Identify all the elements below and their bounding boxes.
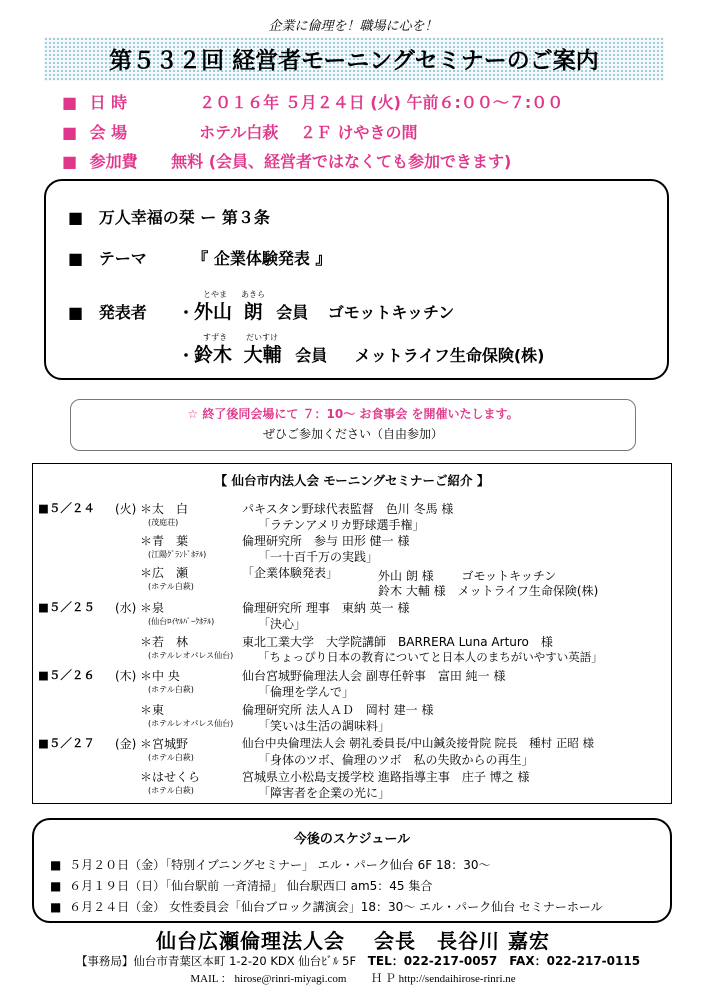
rule-text: 万人幸福の栞 ー 第３条 [98,208,270,227]
page-title: 第５３２回 経営者モーニングセミナーのご案内 [109,48,599,74]
theme-bullet: ■ [68,249,84,268]
chapter-name: ＊東 [140,703,165,717]
tagline: 企業に倫理を！職場に心を！ [268,19,438,34]
seminar-speaker: 倫理研究所 参与 田形 健一 様 [242,534,410,548]
speaker-2-surname: 鈴木 [194,344,233,366]
chapter-venue: (江陽ｸﾞﾗﾝﾄﾞﾎﾃﾙ) [148,550,207,559]
seminar-topic: 「身体のツボ、倫理のツボ 私の失敗からの再生」 [258,753,534,767]
organization-name: 仙台広瀬倫理法人会 会長 長谷川 嘉宏 [156,929,550,953]
speaker-dot: ・ [178,346,195,365]
schedule-text: ６月２４日（金） 女性委員会「仙台ブロック講演会」18：30～ エル・パーク仙台 セミナーホール [69,900,603,914]
chapter-venue: (ホテルレオパレス仙台) [148,719,234,728]
city-seminars-heading: 【 仙台市内法人会 モーニングセミナーご紹介 】 [214,473,490,488]
info-venue-row [62,120,418,143]
seminar-topic: 「決心」 [258,617,307,631]
chapter-venue: (ホテル白萩) [148,753,194,762]
seminar-speaker: 倫理研究所 法人ＡＤ 岡村 建一 様 [242,703,434,717]
day-dow: (火) [115,502,137,516]
seminar-topic: 「ラテンアメリカ野球選手権」 [258,518,425,532]
speaker-1-surname: 外山 [194,301,233,323]
info-label: 会 場 [89,123,128,142]
chapter-venue: (ホテル白萩) [148,685,194,694]
day-date: ■５／２４ [38,501,95,515]
seminar-speaker: 仙台中央倫理法人会 朝礼委員長/中山鍼灸接骨院 院長 種村 正昭 様 [242,736,594,750]
chapter-name: ＊青 葉 [140,534,189,548]
rule-bullet: ■ [68,208,84,227]
speaker-2-given-ruby: だいすけ [246,333,278,342]
theme-text: 『 企業体験発表 』 [192,249,332,268]
rule-row [68,205,270,228]
schedule-bullet: ■ [50,900,62,914]
seminar-speaker: 倫理研究所 理事 東納 英一 様 [242,601,410,615]
chapter-name: ＊中 央 [140,669,180,683]
schedule-item [50,898,603,915]
schedule-text: ６月１９日（日）「仙台駅前 一斉清掃」 仙台駅西口 am5：45 集合 [69,879,433,893]
seminar-speaker: 「企業体験発表」 [242,566,339,580]
chapter-name: ＊広 瀬 [140,566,189,580]
info-bullet: ■ [62,93,78,112]
speaker-1-company: ゴモットキッチン [327,303,455,322]
info-value: ホテル白萩 ２Ｆ けやきの間 [199,123,418,142]
schedule-bullet: ■ [50,879,62,893]
seminar-topic: 「一十百千万の実践」 [258,550,379,564]
notice-join: ぜひご参加ください（自由参加） [262,427,443,441]
chapter-venue: (ホテルレオパレス仙台) [148,651,234,660]
seminar-speaker: パキスタン野球代表監督 色川 冬馬 様 [242,502,454,516]
schedule-heading: 今後のスケジュール [293,832,411,847]
seminar-topic: 「障害者を企業の光に」 [258,786,391,800]
chapter-name: ＊泉 [140,601,165,615]
speaker-1-row [178,297,454,324]
day-dow: (木) [115,669,137,683]
info-bullet: ■ [62,123,78,142]
speaker-label-row [68,300,147,323]
seminar-topic: 「倫理を学んで」 [258,685,355,699]
office-address-row [18,952,698,969]
schedule-text: ５月２０日（金）「特別イブニングセミナー」 エル・パーク仙台 6F 18：30～ [69,858,491,872]
seminar-extra: 鈴木 大輔 様 メットライフ生命保険(株) [378,584,599,598]
phone-fax: TEL：022-217-0057 FAX：022-217-0115 [367,954,641,968]
seminar-speaker: 仙台宮城野倫理法人会 副専任幹事 富田 純一 様 [242,669,506,683]
speaker-label: 発表者 [98,303,147,322]
speaker-2-given: 大輔 [243,344,282,366]
speaker-2-surname-ruby: すずき [203,333,228,342]
seminar-topic: 「笑いは生活の調味料」 [258,719,391,733]
theme-row [68,246,331,269]
info-bullet: ■ [62,152,78,171]
speaker-1-role: 会員 [276,303,309,322]
seminar-topic: 「ちょっぴり日本の教育についてと日本人のまちがいやすい英語」 [258,650,603,664]
chapter-venue: (仙台ﾛｲﾔﾙﾊﾟｰｸﾎﾃﾙ) [148,617,215,626]
seminar-speaker: 東北工業大学 大学院講師 BARRERA Luna Arturo 様 [242,635,553,649]
theme-label: テーマ [98,249,147,268]
speaker-bullet: ■ [68,303,84,322]
chapter-name: ＊宮城野 [140,737,189,751]
chapter-venue: (ホテル白萩) [148,786,194,795]
office-address: 【事務局】仙台市青葉区本町 1-2-20 KDX 仙台ﾋﾞﾙ 5F [75,954,357,968]
speaker-dot: ・ [178,303,195,322]
chapter-name: ＊太 白 [140,502,189,516]
info-label: 日 時 [89,93,128,112]
info-fee-row [62,149,511,172]
seminar-extra: 外山 朗 様 ゴモットキッチン [378,569,557,583]
day-dow: (水) [115,601,137,615]
info-label: 参加費 [89,152,138,171]
chapter-name: ＊若 林 [140,635,189,649]
seminar-speaker: 宮城県立小松島支援学校 進路指導主事 庄子 博之 様 [242,770,530,784]
schedule-item [50,877,432,894]
chapter-name: ＊はせくら [140,770,201,784]
info-date-row [62,90,563,113]
speaker-1-given: 朗 [243,301,263,323]
chapter-venue: (ホテル白萩) [148,582,194,591]
day-date: ■５／２６ [38,668,95,682]
speaker-2-row [178,340,544,367]
info-value: ２０１６年 ５月２４日 (火) 午前６:００～７:００ [199,93,564,112]
notice-dinner: ☆ 終了後同会場にて ７：10～ お食事会 を開催いたします。 [187,407,519,421]
schedule-item [50,856,491,873]
speaker-2-company: メットライフ生命保険(株) [354,346,545,365]
schedule-bullet: ■ [50,858,62,872]
info-value: 無料 (会員、経営者ではなくても参加できます) [171,152,512,171]
day-dow: (金) [115,737,137,751]
contact-mail-hp: MAIL ： hirose@rinri-miyagi.com Ｈ Ｐ http://sendaihirose-rinri.ne [190,973,516,985]
day-date: ■５／２７ [38,736,95,750]
speaker-1-given-ruby: あきら [241,290,265,299]
day-date: ■５／２５ [38,600,95,614]
chapter-venue: (茂庭荘) [148,518,179,527]
speaker-1-surname-ruby: とやま [203,290,227,299]
speaker-2-role: 会員 [295,346,328,365]
